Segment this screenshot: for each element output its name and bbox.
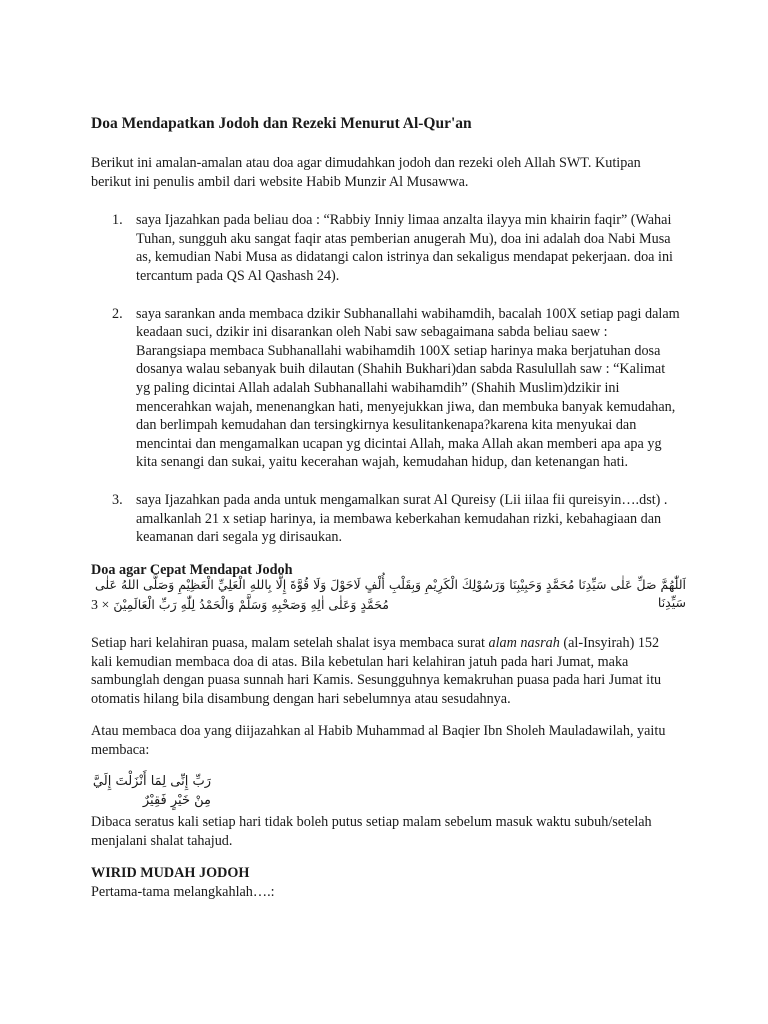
list-item — [91, 211, 681, 285]
surah-name: alam nasrah — [488, 635, 560, 651]
list-item — [91, 491, 681, 547]
intro-paragraph: Berikut ini amalan-amalan atau doa agar dimudahkan jodoh dan rezeki oleh Allah SWT. Kutipan berikut ini penulis ambil dari website Habib Munzir Al Musawwa. — [91, 155, 641, 190]
recitation-paragraph: Dibaca seratus kali setiap hari tidak boleh putus setiap malam sebelum masuk waktu subuh/setelah menjalani shalat tahajud. — [91, 814, 652, 849]
list-item-text: saya Ijazahkan pada anda untuk mengamalkan surat Al Qureisy (Lii iilaa fii qureisyin….dst) . amalkanlah 21 x setiap harinya, ia membawa keberkahan kemudahan rizki, kebahagiaan dan keamanan dari segala yg dirisaukan. — [136, 491, 668, 546]
arabic-prayer-line-1: اَللّٰهُمَّ صَلِّ عَلٰى سَيِّدِنَا مُحَمَّدٍ وَحَبِيْبِنَا وَرَسُوْلِكَ الْكَرِيْمِ وَبِقَلْبِ أُلْفٍ لَاحَوْلَ وَلَا قُوَّةَ إِلَّا بِاللهِ الْعَلِيِّ الْعَظِيْمِ وَصَلَّى اللهُ عَلٰى سَيِّدِنَا — [94, 577, 686, 610]
arabic-prayer-line-2: مُحَمَّدٍ وَعَلٰى اٰلِهِ وَصَحْبِهِ وَسَلَّمْ وَالْحَمْدُ لِلّٰهِ رَبِّ الْعَالَمِيْنَ — [113, 597, 389, 612]
arabic-prayer-line-2-wrap — [91, 596, 686, 615]
doa-list — [91, 211, 681, 547]
habib-paragraph: Atau membaca doa yang diijazahkan al Habib Muhammad al Baqier Ibn Sholeh Mauladawilah, yaitu membaca: — [91, 723, 666, 758]
wirid-heading: WIRID MUDAH JODOH — [91, 865, 250, 881]
section-heading-doa-jodoh: Doa agar Cepat Mendapat Jodoh — [91, 562, 293, 578]
instruction-text-after: (al-Insyirah) 152 kali kemudian membaca doa di atas. Bila kebetulan hari kelahiran jatuh pada hari Jumat, maka sambunglah dengan puasa sunnah hari Kamis. Sesungguhnya kemakruhan puasa pada hari Jumat itu otomatis hilang bila disambung dengan hari sebelumnya atau sesudahnya. — [91, 635, 662, 707]
list-number: 2. — [112, 305, 123, 322]
list-item-text: saya sarankan anda membaca dzikir Subhanallahi wabihamdih, bacalah 100X setiap pagi dalam keadaan suci, dzikir ini disarankan oleh Nabi saw sebagaimana sabda beliau saew : Barangsiapa membaca Subhanallahi wabihamdih 100X setiap harinya maka berjatuhan dosa dosanya walau sebanyak buih dilautan (Shahih Bukhari)dan sabda Rasulullah saw : “Kalimat yg paling dicintai Allah adalah Subhanallahi wabihamdih” (Shahih Muslim)dzikir ini mencerahkan wajah, menenangkan hati, menyejukkan jiwa, dan membuka banyak kemudahan, dan berlimpah kemudahan dan tersingkirnya kesulitankenapa?karena kita menyukai dan mencintai dan mengamalkan ucapan yg dicintai Allah, maka Allah akan memberi apa apa yg kita senangi dan sukai, yaitu kecerahan wajah, kemudahan hidup, dan ketenangan hati. — [136, 305, 680, 471]
page-title: Doa Mendapatkan Jodoh dan Rezeki Menurut Al-Qur'an — [91, 115, 472, 132]
instruction-paragraph — [91, 634, 681, 708]
repeat-count: 3 × — [91, 598, 110, 613]
wirid-text: Pertama-tama melangkahlah….: — [91, 884, 275, 900]
instruction-text-before: Setiap hari kelahiran puasa, malam setelah shalat isya membaca surat — [91, 635, 489, 651]
document-body — [91, 114, 681, 566]
list-item-text: saya Ijazahkan pada beliau doa : “Rabbiy Inniy limaa anzalta ilayya min khairin faqir” (Wahai Tuhan, sungguh aku sangat faqir atas pemberian anugerah Mu), doa ini adalah doa Nabi Musa as, kemudian Nabi Musa as didatangi calon istrinya dan sekaligus mendapat pekerjaan. doa ini tercantum pada QS Al Qashash 24). — [136, 212, 673, 284]
list-number: 1. — [112, 212, 123, 229]
arabic-short-prayer: رَبِّ إِنِّى لِمَا أَنْزَلْتَ إِلَيَّ مِنْ خَيْرٍ فَقِيْرٌ — [92, 774, 211, 808]
list-item — [91, 305, 681, 472]
list-number: 3. — [112, 491, 123, 508]
